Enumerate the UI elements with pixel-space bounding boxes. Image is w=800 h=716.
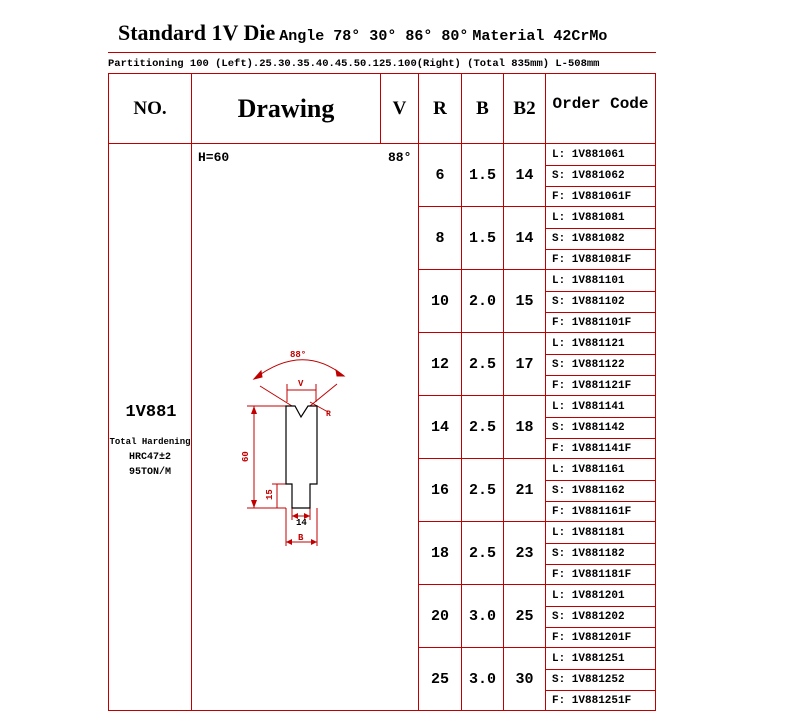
row-r-value: 8 <box>435 229 445 247</box>
header-b: B <box>476 97 489 119</box>
drawing-b-dim: B <box>298 533 304 543</box>
row-r-value: 16 <box>430 481 449 499</box>
order-code: L: 1V881141 <box>552 400 625 413</box>
header-b2: B2 <box>513 97 536 119</box>
row-b-value: 1.5 <box>468 229 496 247</box>
order-code: L: 1V881161 <box>552 463 625 476</box>
row-b2-value: 30 <box>515 670 534 688</box>
row-b2-value: 25 <box>515 607 534 625</box>
row-r-value: 10 <box>430 292 449 310</box>
order-code: F: 1V881081F <box>552 253 632 266</box>
product-hrc: HRC47±2 <box>128 452 171 463</box>
order-code: L: 1V881121 <box>552 337 625 350</box>
row-b-value: 2.5 <box>468 481 496 499</box>
order-code: L: 1V881101 <box>552 274 625 287</box>
row-b2-value: 17 <box>515 355 534 373</box>
col-divider-b2 <box>545 73 546 711</box>
order-code: F: 1V881251F <box>552 694 632 707</box>
row-b-value: 3.0 <box>468 607 496 625</box>
row-r-value: 20 <box>430 607 449 625</box>
product-tonnage: 95TON/M <box>128 467 171 478</box>
order-code: F: 1V881161F <box>552 505 632 518</box>
row-b-value: 2.5 <box>468 544 496 562</box>
title-underline <box>108 52 656 53</box>
row-b2-value: 14 <box>515 229 534 247</box>
order-code: S: 1V881142 <box>552 421 625 434</box>
order-code: L: 1V881201 <box>552 589 625 602</box>
order-code: S: 1V881062 <box>552 169 625 182</box>
header-v: V <box>392 97 407 119</box>
row-b-value: 2.5 <box>468 418 496 436</box>
order-code: L: 1V881251 <box>552 652 625 665</box>
angle-arc <box>254 360 344 379</box>
row-b2-value: 15 <box>515 292 534 310</box>
drawing-v-label: V <box>298 379 304 389</box>
order-code: F: 1V881121F <box>552 379 632 392</box>
row-b2-value: 14 <box>515 166 534 184</box>
order-code: F: 1V881181F <box>552 568 632 581</box>
subtitle: Partitioning 100 (Left).25.30.35.40.45.50.125.100(Right) (Total 835mm) L-508mm <box>108 58 600 70</box>
header-order-code: Order Code <box>552 95 649 113</box>
row-r-value: 12 <box>430 355 449 373</box>
order-code: S: 1V881082 <box>552 232 625 245</box>
title-material: Material 42CrMo <box>472 28 608 45</box>
row-r-value: 25 <box>430 670 449 688</box>
drawing-r-label: R <box>326 410 331 419</box>
header-no: NO. <box>133 97 167 119</box>
header-r: R <box>433 97 447 119</box>
row-b2-value: 21 <box>515 481 534 499</box>
title-angle: Angle 78° 30° 86° 80° <box>279 28 469 45</box>
row-r-value: 6 <box>435 166 445 184</box>
row-b-value: 1.5 <box>468 166 496 184</box>
order-code: L: 1V881061 <box>552 148 625 161</box>
table-left-border <box>108 73 109 711</box>
table-bottom-border <box>108 710 656 711</box>
order-code: S: 1V881202 <box>552 610 625 623</box>
order-code: S: 1V881182 <box>552 547 625 560</box>
order-code: L: 1V881081 <box>552 211 625 224</box>
order-code: F: 1V881101F <box>552 316 632 329</box>
product-hardening: Total Hardening <box>109 437 191 447</box>
drawing-height-dim: 60 <box>241 451 251 462</box>
die-profile <box>286 406 317 508</box>
drawing-tang-width-dim: 14 <box>296 518 307 528</box>
row-b-value: 2.5 <box>468 355 496 373</box>
row-b-value: 2.0 <box>468 292 496 310</box>
drawing-angle-label: 88° <box>290 350 307 360</box>
row-r-value: 18 <box>430 544 449 562</box>
row-b2-value: 18 <box>515 418 534 436</box>
order-code: S: 1V881122 <box>552 358 625 371</box>
drawing-height-label: H=60 <box>198 150 230 165</box>
row-b2-value: 23 <box>515 544 534 562</box>
order-code: F: 1V881141F <box>552 442 632 455</box>
v-angle-value: 88° <box>388 150 412 165</box>
header-drawing: Drawing <box>237 93 335 123</box>
title-main: Standard 1V Die <box>118 20 276 45</box>
drawing-tang-height-dim: 15 <box>265 489 275 500</box>
order-code: F: 1V881061F <box>552 190 632 203</box>
order-code: S: 1V881162 <box>552 484 625 497</box>
order-code: L: 1V881181 <box>552 526 625 539</box>
row-b-value: 3.0 <box>468 670 496 688</box>
order-code: F: 1V881201F <box>552 631 632 644</box>
row-r-value: 14 <box>430 418 449 436</box>
order-code: S: 1V881102 <box>552 295 625 308</box>
page-title <box>118 20 607 46</box>
die-drawing <box>192 144 380 711</box>
product-number: 1V881 <box>125 403 177 422</box>
order-code: S: 1V881252 <box>552 673 625 686</box>
